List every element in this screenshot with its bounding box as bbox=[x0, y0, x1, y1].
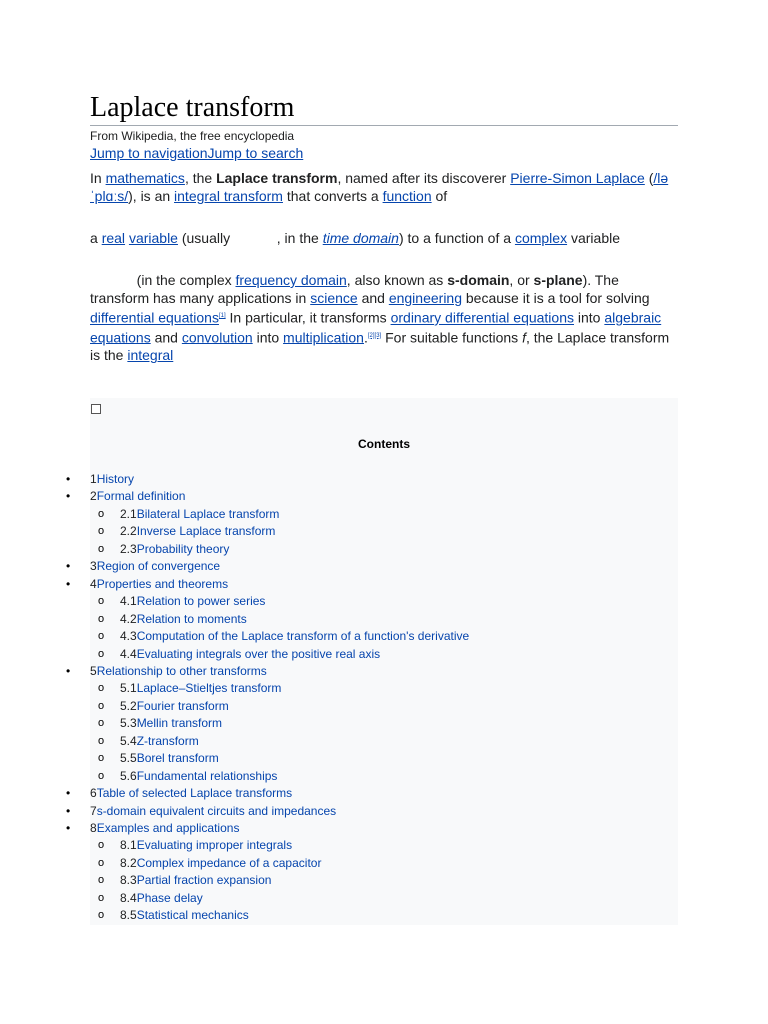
list-bullet: o bbox=[98, 839, 105, 852]
toc-number: 8.4 bbox=[120, 890, 137, 905]
toc-number: 6 bbox=[90, 786, 97, 801]
list-bullet: o bbox=[98, 595, 105, 608]
toc-item-8-2[interactable] bbox=[98, 855, 322, 872]
text: In particular, it transforms bbox=[225, 309, 391, 326]
toc-number: 5.5 bbox=[120, 751, 137, 766]
toc-link[interactable]: Probability theory bbox=[136, 541, 230, 556]
toc-item-5-5[interactable] bbox=[98, 750, 219, 767]
toc-toggle-checkbox[interactable] bbox=[91, 404, 101, 414]
toc-number: 5 bbox=[90, 663, 97, 678]
toc-number: 4.3 bbox=[120, 629, 137, 644]
list-bullet: o bbox=[98, 682, 105, 695]
intro-paragraph-2 bbox=[90, 229, 670, 247]
text: , the bbox=[184, 170, 217, 186]
bold-term: s-domain bbox=[447, 272, 510, 288]
toc-item-5-1[interactable] bbox=[98, 680, 282, 697]
list-bullet: o bbox=[98, 752, 105, 765]
link-science[interactable]: science bbox=[310, 290, 358, 306]
toc-link[interactable]: Borel transform bbox=[136, 751, 219, 766]
text: , also known as bbox=[346, 272, 448, 288]
link-pierre-simon-laplace[interactable]: Pierre-Simon Laplace bbox=[510, 170, 645, 186]
toc-link[interactable]: Evaluating integrals over the positive real axis bbox=[136, 646, 381, 661]
link-complex[interactable]: complex bbox=[514, 230, 568, 246]
jump-to-search-link[interactable]: Jump to search bbox=[207, 145, 304, 161]
toc-item-8-4[interactable] bbox=[98, 890, 203, 907]
text: ), is an bbox=[128, 188, 175, 204]
text: , the Laplace transform is the bbox=[90, 329, 670, 364]
toc-number: 2 bbox=[90, 489, 97, 504]
toc-title: Contents bbox=[358, 437, 410, 451]
list-bullet: o bbox=[98, 769, 105, 782]
jump-to-navigation-link[interactable]: Jump to navigation bbox=[90, 145, 208, 161]
list-bullet: o bbox=[98, 699, 105, 712]
text: . bbox=[363, 329, 368, 346]
text: For suitable functions bbox=[381, 329, 523, 346]
toc-link[interactable]: s-domain equivalent circuits and impedances bbox=[96, 803, 337, 818]
toc-link[interactable]: Relationship to other transforms bbox=[96, 663, 267, 678]
toc-number: 4.4 bbox=[120, 646, 137, 661]
toc-item-2-1[interactable] bbox=[98, 506, 280, 523]
link-integral-transform[interactable]: integral transform bbox=[174, 188, 283, 204]
toc-link[interactable]: Laplace–Stieltjes transform bbox=[136, 681, 282, 696]
toc-number: 3 bbox=[90, 559, 97, 574]
toc-number: 2.2 bbox=[120, 524, 137, 539]
toc-link[interactable]: Relation to moments bbox=[136, 611, 247, 626]
list-bullet: • bbox=[66, 576, 71, 591]
toc-link[interactable]: Mellin transform bbox=[136, 716, 223, 731]
toc-link[interactable]: History bbox=[96, 472, 135, 486]
toc-item-4-3[interactable] bbox=[98, 628, 470, 645]
toc-item-5[interactable] bbox=[66, 663, 267, 680]
toc-number: 4.1 bbox=[120, 594, 137, 609]
toc-link[interactable]: Examples and applications bbox=[96, 821, 240, 835]
toc-item-4-4[interactable] bbox=[98, 646, 381, 663]
toc-item-8-3[interactable] bbox=[98, 872, 272, 889]
list-bullet: o bbox=[98, 856, 105, 869]
toc-link[interactable]: Relation to power series bbox=[136, 594, 266, 609]
list-bullet: o bbox=[98, 909, 105, 922]
list-bullet: • bbox=[66, 803, 71, 818]
toc-link[interactable]: Computation of the Laplace transform of a function's derivative bbox=[136, 629, 470, 644]
toc-link[interactable]: Inverse Laplace transform bbox=[136, 524, 276, 539]
toc-link[interactable]: Statistical mechanics bbox=[136, 908, 249, 923]
text: of bbox=[431, 188, 448, 204]
toc-number: 5.4 bbox=[120, 733, 137, 748]
toc-item-2[interactable] bbox=[66, 488, 186, 505]
toc-link[interactable]: Fundamental relationships bbox=[136, 768, 278, 783]
list-bullet: • bbox=[66, 786, 71, 801]
toc-item-4[interactable] bbox=[66, 576, 229, 593]
list-bullet: • bbox=[66, 489, 71, 504]
toc-number: 8.5 bbox=[120, 908, 137, 923]
text: a bbox=[90, 230, 102, 246]
text: into bbox=[252, 329, 284, 346]
toc-item-2-3[interactable] bbox=[98, 541, 230, 558]
toc-link[interactable]: Partial fraction expansion bbox=[136, 873, 272, 888]
toc-number: 4.2 bbox=[120, 611, 137, 626]
link-function[interactable]: function bbox=[382, 188, 432, 204]
toc-item-5-6[interactable] bbox=[98, 768, 278, 785]
list-bullet: o bbox=[98, 525, 105, 538]
page-title: Laplace transform bbox=[90, 92, 295, 123]
toc-item-3[interactable] bbox=[66, 558, 221, 575]
list-bullet: o bbox=[98, 542, 105, 555]
list-bullet: o bbox=[98, 717, 105, 730]
text: ( bbox=[644, 170, 654, 186]
link-mathematics[interactable]: mathematics bbox=[105, 170, 185, 186]
list-bullet: o bbox=[98, 891, 105, 904]
link-frequency-domain[interactable]: frequency domain bbox=[235, 272, 347, 288]
toc-item-5-4[interactable] bbox=[98, 733, 199, 750]
toc-item-4-1[interactable] bbox=[98, 593, 266, 610]
list-bullet: o bbox=[98, 507, 105, 520]
toc-link[interactable]: Region of convergence bbox=[96, 559, 221, 574]
link-ordinary-differential-equations[interactable]: ordinary differential equations bbox=[390, 309, 574, 326]
link-integral[interactable]: integral bbox=[127, 347, 174, 364]
link-real[interactable]: real bbox=[101, 230, 126, 246]
toc-link[interactable]: Fourier transform bbox=[136, 698, 229, 713]
list-bullet: o bbox=[98, 630, 105, 643]
link-multiplication[interactable]: multiplication bbox=[283, 329, 364, 346]
link-engineering[interactable]: engineering bbox=[388, 290, 462, 306]
italic-variable: f bbox=[522, 329, 526, 346]
bold-term: Laplace transform bbox=[216, 170, 338, 186]
link-time-domain[interactable]: time domain bbox=[322, 230, 399, 246]
toc-number: 8 bbox=[90, 821, 97, 835]
text: ). The transform has many applications in bbox=[90, 272, 619, 306]
toc-link[interactable]: Phase delay bbox=[136, 890, 203, 905]
toc-number: 5.6 bbox=[120, 768, 137, 783]
toc-item-2-2[interactable] bbox=[98, 523, 276, 540]
list-bullet: o bbox=[98, 734, 105, 747]
text: , named after its discoverer bbox=[337, 170, 511, 186]
list-bullet: o bbox=[98, 647, 105, 660]
toc-link[interactable]: Bilateral Laplace transform bbox=[136, 506, 280, 521]
text: , or bbox=[509, 272, 534, 288]
text: (in the complex bbox=[90, 272, 236, 288]
link-variable[interactable]: variable bbox=[128, 230, 178, 246]
toc-item-8[interactable] bbox=[66, 820, 240, 837]
intro-paragraph-1 bbox=[90, 169, 670, 205]
list-bullet: • bbox=[66, 559, 71, 574]
text: (usually , in the bbox=[177, 230, 323, 246]
toc-number: 4 bbox=[90, 576, 97, 591]
toc-number: 5.3 bbox=[120, 716, 137, 731]
toc-link[interactable]: Table of selected Laplace transforms bbox=[96, 786, 293, 801]
citation-link[interactable]: [1] bbox=[218, 313, 226, 319]
list-bullet: o bbox=[98, 874, 105, 887]
text: In bbox=[90, 170, 106, 186]
toc-link[interactable]: Evaluating improper integrals bbox=[136, 838, 293, 853]
text: that converts a bbox=[282, 188, 383, 204]
list-bullet: o bbox=[98, 612, 105, 625]
toc-item-8-1[interactable] bbox=[98, 837, 293, 854]
toc-number: 8.3 bbox=[120, 873, 137, 888]
toc-link[interactable]: Z-transform bbox=[136, 733, 199, 748]
list-bullet: • bbox=[66, 663, 71, 678]
toc-number: 2.3 bbox=[120, 541, 137, 556]
toc-link[interactable]: Properties and theorems bbox=[96, 576, 229, 591]
list-bullet: • bbox=[66, 472, 71, 486]
toc-link[interactable]: Complex impedance of a capacitor bbox=[136, 855, 322, 870]
text: because it is a tool for solving bbox=[462, 290, 650, 306]
toc-number: 1 bbox=[90, 472, 97, 486]
link-convolution[interactable]: convolution bbox=[181, 329, 253, 346]
toc-item-7[interactable] bbox=[66, 803, 337, 820]
text: into bbox=[574, 309, 605, 326]
jump-links bbox=[90, 145, 303, 161]
link-differential-equations[interactable]: differential equations bbox=[90, 309, 219, 326]
toc-number: 5.2 bbox=[120, 698, 137, 713]
list-bullet: • bbox=[66, 821, 71, 835]
toc-item-5-3[interactable] bbox=[98, 715, 223, 732]
text: and bbox=[150, 329, 182, 346]
bold-term: s-plane bbox=[533, 272, 583, 288]
toc-item-5-2[interactable] bbox=[98, 698, 229, 715]
link-algebraic-equations[interactable]: algebraic equations bbox=[90, 309, 662, 346]
text: and bbox=[357, 290, 389, 306]
toc-number: 7 bbox=[90, 803, 97, 818]
toc-item-4-2[interactable] bbox=[98, 611, 247, 628]
link-pronunciation[interactable]: /ləˈplɑːs/ bbox=[90, 170, 669, 204]
toc-link[interactable]: Formal definition bbox=[96, 489, 186, 504]
toc-item-8-5[interactable] bbox=[98, 907, 249, 924]
intro-paragraph-3 bbox=[90, 271, 670, 364]
toc-number: 8.1 bbox=[120, 838, 137, 853]
toc-item-1[interactable] bbox=[66, 471, 135, 488]
toc-number: 2.1 bbox=[120, 506, 137, 521]
title-divider bbox=[90, 125, 678, 126]
toc-number: 5.1 bbox=[120, 681, 137, 696]
toc-item-6[interactable] bbox=[66, 785, 293, 802]
text: ) to a function of a bbox=[398, 230, 515, 246]
tagline: From Wikipedia, the free encyclopedia bbox=[90, 129, 295, 143]
toc-number: 8.2 bbox=[120, 855, 137, 870]
text: variable bbox=[567, 230, 620, 246]
citation-link[interactable]: [2][3] bbox=[367, 332, 382, 339]
